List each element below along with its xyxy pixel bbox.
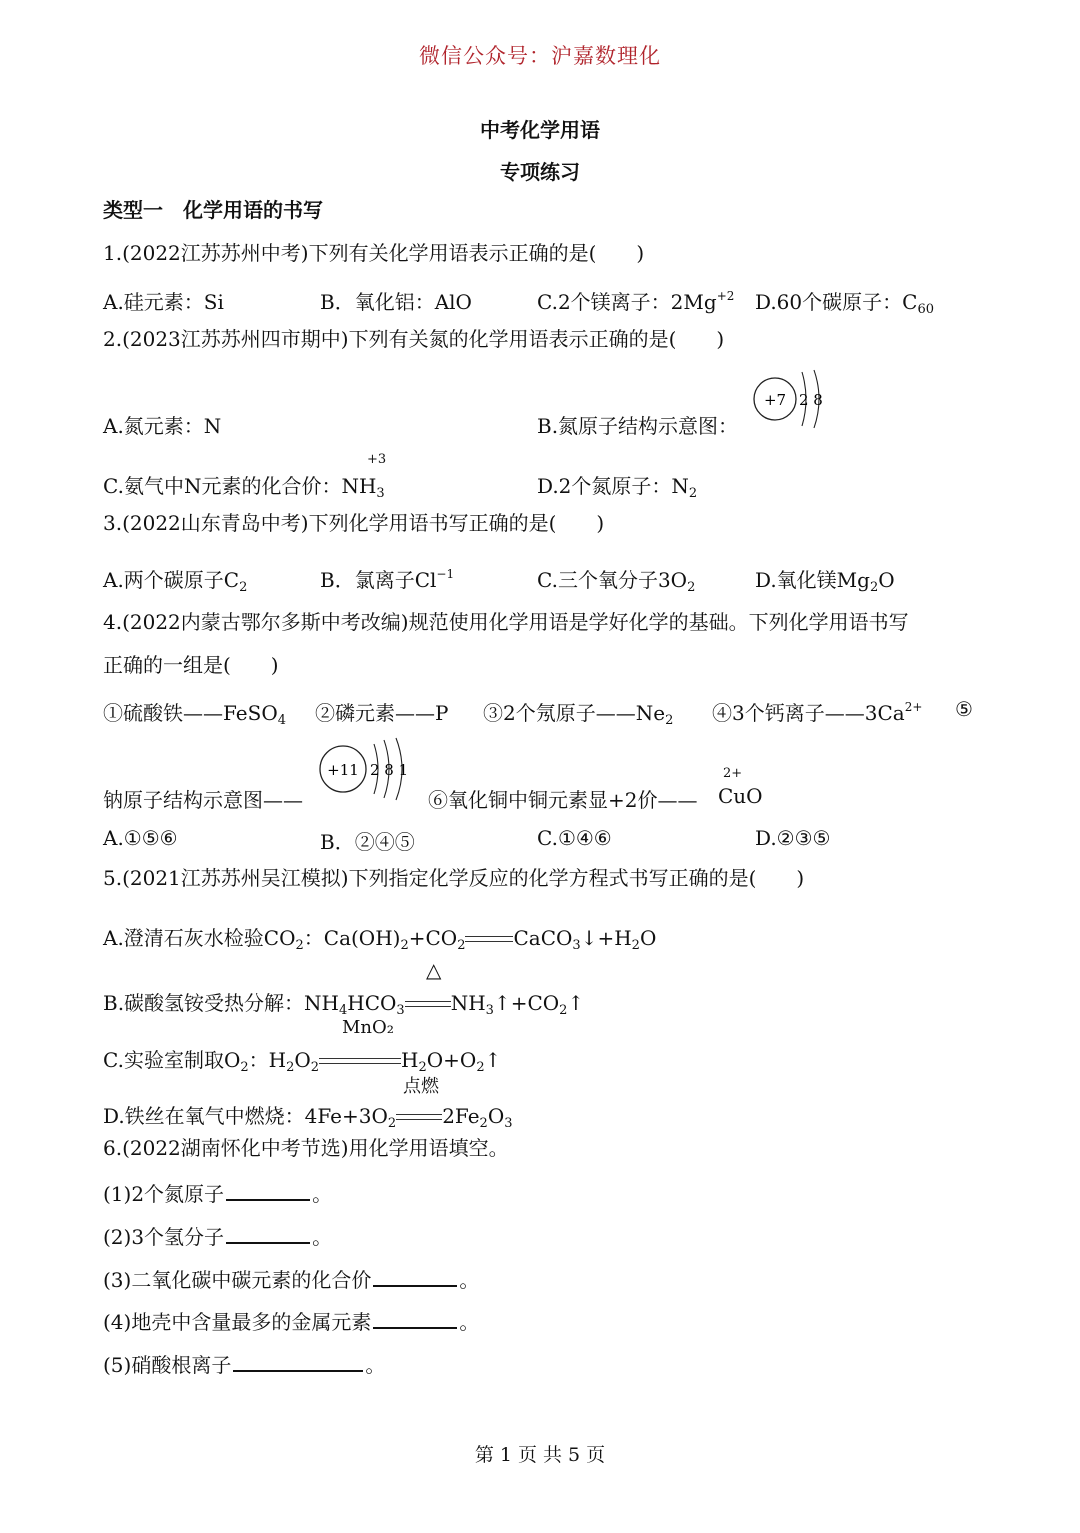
q1-option-d: D.60个碳原子：$C_{60}$ bbox=[755, 290, 934, 317]
q2-option-a: A.氮元素：N bbox=[103, 414, 222, 438]
q5-option-c: C.实验室制取$O_2$：$H_2O_2$ $H_2O+O_2↑$ bbox=[103, 1048, 502, 1075]
q4-option-b: B．②④⑤ bbox=[320, 830, 415, 854]
sodium-atom-diagram bbox=[318, 736, 418, 802]
q4-item-1: ①硫酸铁——FeSO$_4$ bbox=[103, 701, 286, 728]
q5-option-b: B.碳酸氢铵受热分解：$NH_4HCO_3$ $NH_3↑+CO_2↑$ bbox=[103, 991, 585, 1018]
q4-stem-line2: 正确的一组是( ) bbox=[103, 653, 279, 677]
q3-option-d: D.氧化镁$Mg_2O$ bbox=[755, 568, 895, 595]
page-footer: 第 1 页 共 5 页 bbox=[474, 1444, 606, 1466]
answer-blank[interactable] bbox=[226, 1224, 310, 1244]
q4-option-a: A.①⑤⑥ bbox=[103, 826, 178, 850]
q4-option-c: C.①④⑥ bbox=[537, 826, 612, 850]
q4-item-6-valence: 2+ bbox=[723, 766, 743, 781]
equals-sign bbox=[396, 1113, 442, 1123]
q1-option-b: B．氧化铝：AlO bbox=[320, 290, 472, 314]
q3-option-b: B．氯离子$Cl^{-1}$ bbox=[320, 567, 455, 592]
q2-option-d: D.2个氮原子：$N_2$ bbox=[537, 474, 698, 501]
q6-part-2: (2)3个氢分子 。 bbox=[103, 1225, 333, 1249]
q5-option-d: D.铁丝在氧气中燃烧：$4Fe+3O_2$ $2Fe_2O_3$ bbox=[103, 1104, 513, 1131]
answer-blank[interactable] bbox=[226, 1181, 310, 1201]
q6-part-5: (5)硝酸根离子 。 bbox=[103, 1353, 386, 1377]
q4-item-5-marker: ⑤ bbox=[955, 697, 973, 721]
q1-option-c: C.2个镁离子：$2Mg^{+2}$ bbox=[537, 289, 735, 314]
equals-sign bbox=[465, 935, 513, 945]
q4-item-6: ⑥氧化铜中铜元素显+2价—— bbox=[428, 788, 698, 812]
atom-nucleus-label: +7 bbox=[763, 391, 787, 409]
q6-part-1: (1)2个氮原子 。 bbox=[103, 1182, 333, 1206]
equals-sign bbox=[319, 1057, 401, 1067]
q4-item-4: ④3个钙离子$——3Ca^{2+}$ bbox=[712, 700, 923, 725]
q3-option-a: A.两个碳原子$C_2$ bbox=[103, 568, 248, 595]
q3-option-c: C.三个氧分子$3O_2$ bbox=[537, 568, 696, 595]
atom-nucleus-label: +11 bbox=[327, 761, 359, 779]
equals-sign bbox=[405, 1000, 451, 1010]
q4-item-3: ③2个氖原子$——Ne_2$ bbox=[483, 701, 674, 728]
answer-blank[interactable] bbox=[233, 1352, 363, 1372]
page-subtitle: 专项练习 bbox=[500, 160, 580, 184]
q5-c-condition: MnO₂ bbox=[342, 1017, 394, 1038]
atom-shells-label: 2 8 1 bbox=[370, 761, 409, 779]
q5-option-a: A.澄清石灰水检验$CO_2$：$Ca(OH)_2+CO_2$ $CaCO_3↓+H_2O$ bbox=[103, 926, 657, 953]
q4-item-5-text: 钠原子结构示意图—— bbox=[103, 788, 303, 812]
q6-stem: 6.(2022湖南怀化中考节选)用化学用语填空。 bbox=[103, 1136, 509, 1160]
q6-part-3: (3)二氧化碳中碳元素的化合价 。 bbox=[103, 1268, 480, 1292]
q5-d-condition: 点燃 bbox=[403, 1076, 439, 1097]
q2-option-b: B.氮原子结构示意图： bbox=[537, 414, 739, 438]
q2-option-c: C.氨气中N元素的化合价：$NH_3$ bbox=[103, 474, 385, 501]
q3-stem: 3.(2022山东青岛中考)下列化学用语书写正确的是( ) bbox=[103, 511, 605, 535]
atom-shells-label: 2 8 bbox=[799, 391, 823, 409]
q4-item-6-formula: CuO bbox=[718, 784, 763, 808]
answer-blank[interactable] bbox=[373, 1267, 457, 1287]
q2-valence-mark: +3 bbox=[367, 452, 387, 467]
q4-item-2: ②磷元素——P bbox=[315, 701, 449, 725]
page-title: 中考化学用语 bbox=[480, 118, 600, 142]
section-heading: 类型一 化学用语的书写 bbox=[103, 198, 323, 222]
q4-stem-line1: 4.(2022内蒙古鄂尔多斯中考改编)规范使用化学用语是学好化学的基础。下列化学用语书写 bbox=[103, 610, 909, 634]
q5-stem: 5.(2021江苏苏州吴江模拟)下列指定化学反应的化学方程式书写正确的是( ) bbox=[103, 866, 805, 890]
q1-stem: 1.(2022江苏苏州中考)下列有关化学用语表示正确的是( ) bbox=[103, 241, 645, 265]
q2-stem: 2.(2023江苏苏州四市期中)下列有关氮的化学用语表示正确的是( ) bbox=[103, 327, 725, 351]
q5-b-condition: △ bbox=[426, 958, 442, 982]
watermark-header: 微信公众号：沪嘉数理化 bbox=[419, 44, 661, 68]
q6-part-4: (4)地壳中含量最多的金属元素 。 bbox=[103, 1310, 480, 1334]
answer-blank[interactable] bbox=[373, 1309, 457, 1329]
nitrogen-atom-diagram bbox=[750, 368, 830, 430]
q4-option-d: D.②③⑤ bbox=[755, 826, 831, 850]
q1-option-a: A.硅元素：Si bbox=[103, 290, 224, 314]
